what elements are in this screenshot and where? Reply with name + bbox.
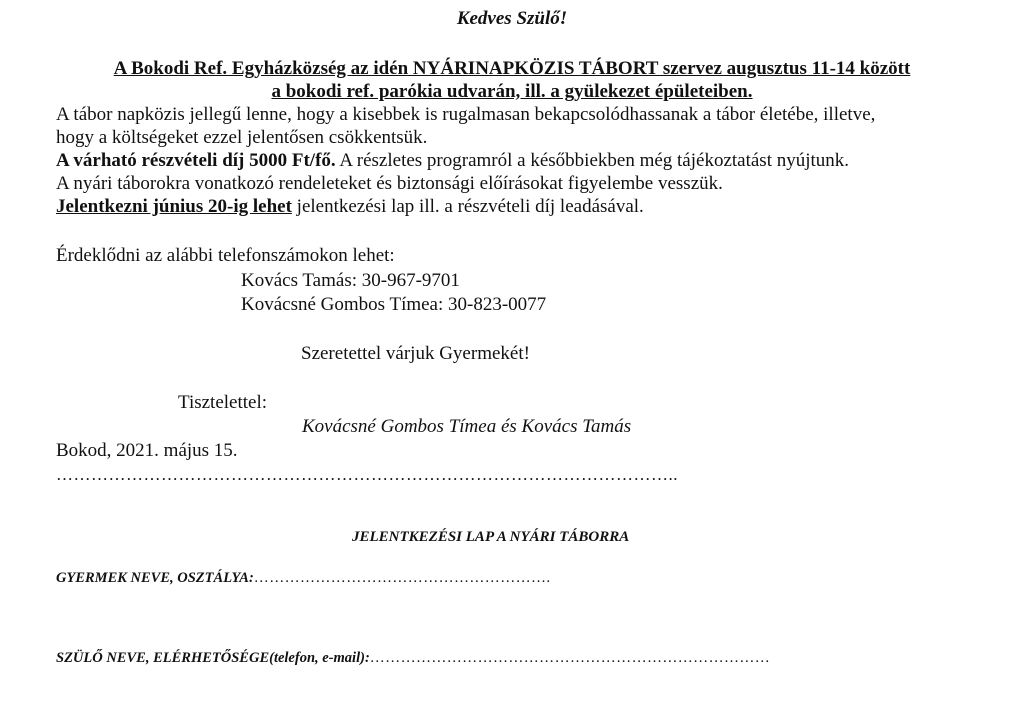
parent-contact-field: [56, 646, 770, 669]
parent-contact-label: SZÜLŐ NEVE, ELÉRHETŐSÉGE(telefon, e-mail):: [56, 650, 370, 666]
paragraph-line-2: hogy a költségeket ezzel jelentősen csökkentsük.: [56, 127, 428, 148]
contact-item: Kovácsné Gombos Tímea: 30-823-0077: [241, 294, 547, 315]
separator-line: ……………………………………………………………………………………………..: [56, 465, 678, 484]
place-date: Bokod, 2021. május 15.: [56, 440, 238, 461]
deadline-line: [56, 196, 644, 218]
fee-rest: A részletes programról a későbbiekben még tájékoztatást nyújtunk.: [335, 150, 850, 171]
welcome-text: Szeretettel várjuk Gyermekét!: [301, 343, 530, 364]
rules-line: A nyári táborokra vonatkozó rendeleteket és biztonsági előírásokat figyelembe vesszük.: [56, 173, 723, 194]
fee-line: [56, 150, 849, 172]
deadline-bold: Jelentkezni június 20-ig lehet: [56, 196, 292, 217]
deadline-rest: jelentkezési lap ill. a részvételi díj leadásával.: [291, 196, 644, 217]
regards-text: Tisztelettel:: [178, 392, 268, 413]
paragraph-line-1: A tábor napközis jellegű lenne, hogy a kisebbek is rugalmasan bekapcsolódhassanak a tábor életébe, illetve,: [56, 104, 876, 125]
form-title: JELENTKEZÉSI LAP A NYÁRI TÁBORRA: [352, 529, 630, 545]
headline-line-1: A Bokodi Ref. Egyházközség az idén NYÁRINAPKÖZIS TÁBORT szervez augusztus 11-14 között: [113, 58, 911, 79]
headline-line-2: a bokodi ref. parókia udvarán, ill. a gyülekezet épületeiben.: [271, 81, 753, 102]
contact-item: Kovács Tamás: 30-967-9701: [241, 270, 460, 291]
contacts-intro: Érdeklődni az alábbi telefonszámokon lehet:: [56, 245, 395, 266]
child-name-field: [56, 566, 551, 589]
greeting: Kedves Szülő!: [456, 8, 568, 29]
child-name-label: GYERMEK NEVE, OSZTÁLYA:: [56, 570, 254, 586]
signatories: Kovácsné Gombos Tímea és Kovács Tamás: [302, 416, 632, 437]
child-name-dots: ………………………………………………….: [253, 570, 551, 586]
fee-bold: A várható részvételi díj 5000 Ft/fő.: [56, 150, 336, 171]
parent-contact-dots: ……………………………………………………………………: [369, 650, 771, 666]
